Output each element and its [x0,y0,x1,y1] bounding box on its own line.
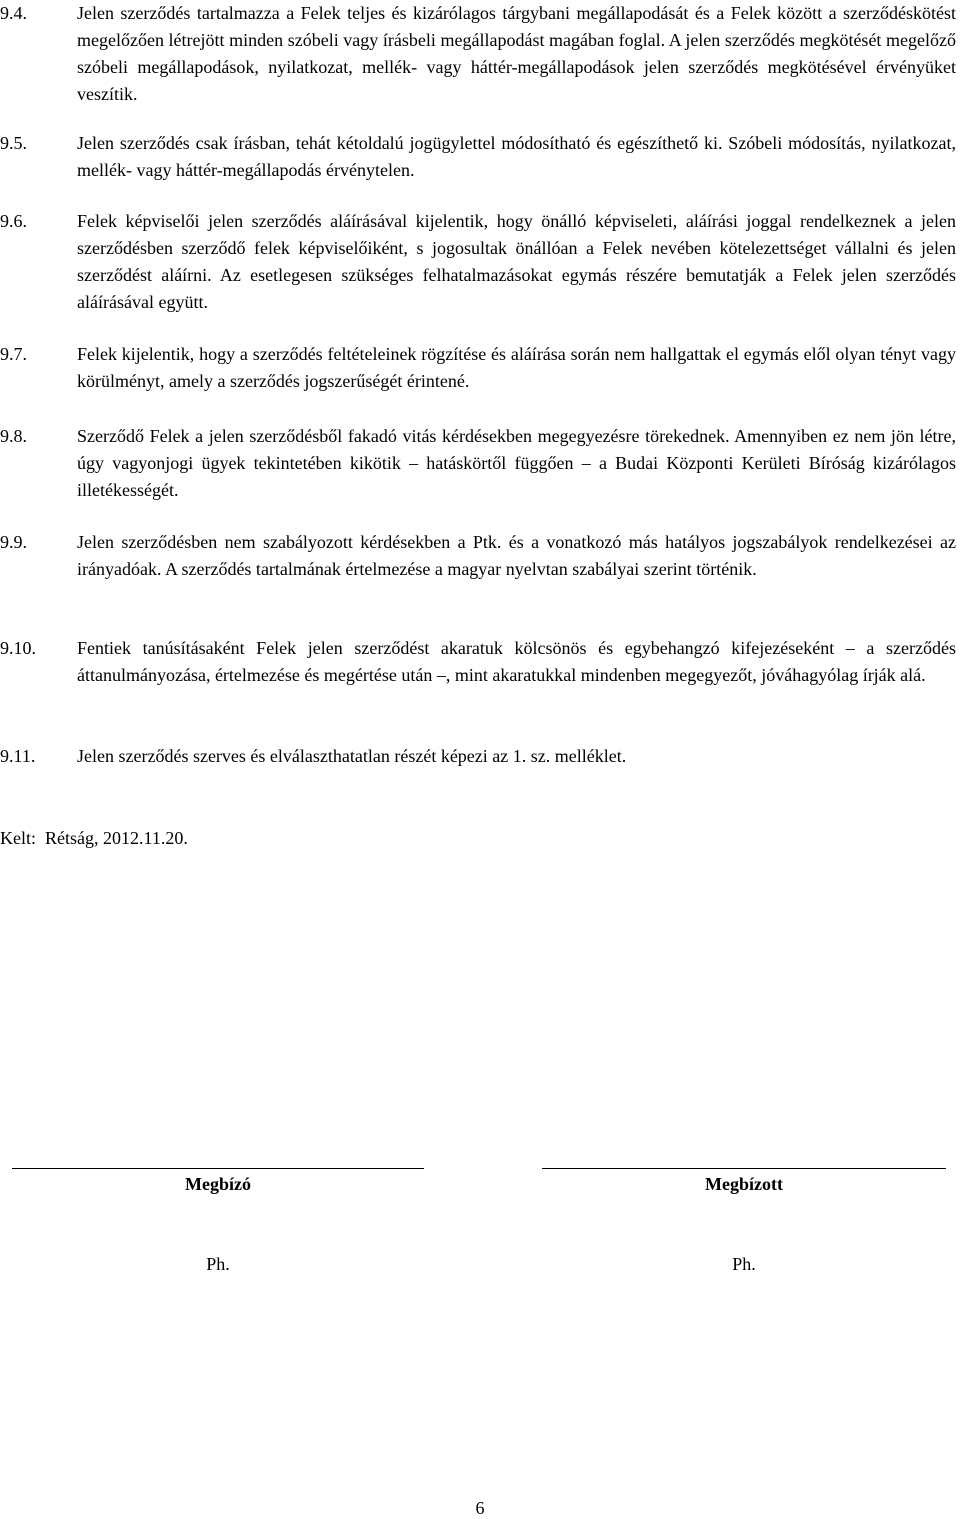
seal-placeholder-left: Ph. [206,1254,230,1274]
clause-number: 9.11. [0,746,36,766]
clause-number: 9.10. [0,638,36,658]
page-number: 6 [475,1498,485,1518]
seal-placeholder-right: Ph. [732,1254,756,1274]
signature-role-left: Megbízó [185,1174,251,1194]
clause-text: Felek kijelentik, hogy a szerződés feltételeinek rögzítése és aláírása során nem hallgattak el egymás elől olyan tényt vagy körülményt, amely a szerződés jogszerűségét érintené. [77,344,956,391]
clause-text: Jelen szerződés szerves és elválaszthatatlan részét képezi az 1. sz. melléklet. [77,746,627,766]
clause-text: Jelen szerződés tartalmazza a Felek teljes és kizárólagos tárgybani megállapodását és a Felek között a szerződéskötést megelőzően létrejött minden szóbeli vagy írásbeli megállapodást magában foglal. A jelen szerződés megkötését megelőző szóbeli megállapodások, nyilatkozat, mellék- vagy háttér-megállapodások jelen szerződés megkötésével érvényüket veszítik. [77,3,956,104]
signature-role-right: Megbízott [705,1174,783,1194]
clause-9-9 [0,529,956,583]
clause-text: Jelen szerződésben nem szabályozott kérdésekben a Ptk. és a vonatkozó más hatályos jogszabályok rendelkezései az irányadóak. A szerződés tartalmának értelmezése a magyar nyelvtan szabályai szerint történik. [77,532,956,579]
clause-number: 9.5. [0,133,27,153]
clause-text: Felek képviselői jelen szerződés aláírásával kijelentik, hogy önálló képviseleti, aláírási joggal rendelkeznek a jelen szerződésben szerződő felek képviselőiként, s jogosultak önállóan a Felek nevében kötelezettséget vállalni és jelen szerződést aláírni. Az esetlegesen szükséges felhatalmazásokat egymás részére bemutatják a Felek jelen szerződés aláírásával együtt. [77,211,956,312]
clause-number: 9.9. [0,532,27,552]
clause-9-7 [0,341,956,395]
clause-number: 9.4. [0,3,27,23]
clause-text: Fentiek tanúsításaként Felek jelen szerződést akaratuk kölcsönös és egybehangzó kifejezéseként – a szerződés áttanulmányozása, értelmezése és megértése után –, mint akaratukkal mindenben megegyezőt, jóváhagyólag írják alá. [77,638,956,685]
clause-text: Jelen szerződés csak írásban, tehát kétoldalú jogügylettel módosítható és egészíthető ki. Szóbeli módosítás, nyilatkozat, mellék- vagy háttér-megállapodás érvénytelen. [77,133,956,180]
clause-9-6 [0,208,956,316]
clause-number: 9.8. [0,426,27,446]
clause-text: Szerződő Felek a jelen szerződésből fakadó vitás kérdésekben megegyezésre törekednek. Amennyiben ez nem jön létre, úgy vagyonjogi ügyek tekintetében kikötik – hatáskörtől függően – a Budai Központi Kerületi Bíróság kizárólagos illetékességét. [77,426,956,500]
clause-9-10 [0,635,956,689]
clause-number: 9.6. [0,211,27,231]
clause-number: 9.7. [0,344,27,364]
clause-9-11 [0,743,956,770]
clause-9-4 [0,0,956,108]
clause-9-5 [0,130,956,184]
signature-line-right [542,1168,946,1169]
dateline: Kelt: Rétság, 2012.11.20. [0,828,188,848]
clause-9-8 [0,423,956,504]
signature-line-left [12,1168,424,1169]
